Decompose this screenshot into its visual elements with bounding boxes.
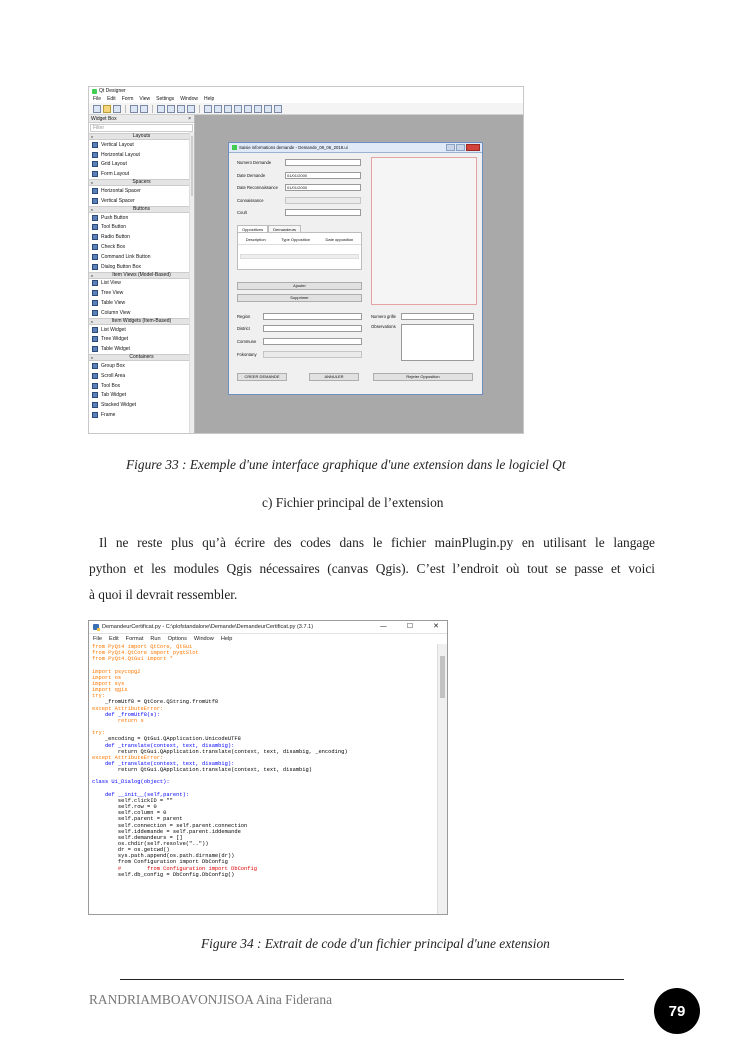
code-line: self.clickID = "" — [92, 797, 173, 804]
widget-item-label: List View — [101, 280, 121, 287]
widget-item[interactable] — [89, 288, 194, 298]
column-header[interactable]: Date opposition — [325, 237, 354, 242]
footer-rule — [120, 979, 624, 980]
widget-item[interactable] — [89, 298, 194, 308]
radio-button-icon — [92, 234, 98, 240]
code-line: dr = os.getcwd() — [92, 847, 170, 854]
category-buttons[interactable]: v Buttons — [89, 206, 194, 213]
annuler-button[interactable]: ANNULER — [309, 373, 359, 381]
paragraph-line: à quoi il devrait ressembler. — [89, 587, 238, 602]
dialog-titlebar — [229, 143, 482, 153]
edit-signals-icon[interactable] — [167, 105, 175, 113]
tree-widget-icon — [92, 336, 98, 342]
field-label: Coult — [237, 210, 247, 215]
field-label: Numero grille — [371, 314, 396, 319]
code-line: def _translate(context, text, disambig): — [92, 760, 235, 767]
idle-menubar — [89, 634, 447, 643]
creer-demande-button[interactable]: CREER DEMANDE — [237, 373, 287, 381]
paragraph-line: python et les modules Qgis nécessaires (canvas Qgis). C’est l’endroit où tout se passe et voici — [89, 561, 655, 576]
code-line: from PyQt4.QtGui import * — [92, 656, 173, 663]
code-scrollbar[interactable] — [437, 644, 447, 914]
qt-menu-settings[interactable]: Settings — [156, 96, 175, 102]
widget-item[interactable] — [89, 344, 194, 354]
toolbar-separator — [125, 105, 126, 113]
widget-item[interactable] — [89, 371, 194, 381]
widget-item-label: Tree Widget — [101, 336, 129, 343]
horizontal-layout-icon — [92, 152, 98, 158]
widget-item-label: Vertical Layout — [101, 141, 134, 148]
code-line: self.column = 0 — [92, 810, 167, 817]
oppositions-table — [237, 232, 362, 270]
field-label: Date Reconnaissance — [237, 185, 278, 190]
code-line: from PyQt4.QtCore import pyqtSlot — [92, 650, 199, 657]
tool-button-icon — [92, 224, 98, 230]
widget-item[interactable] — [89, 160, 194, 170]
widget-box-header — [89, 115, 194, 123]
ajouter-button[interactable]: Ajouter — [237, 282, 362, 290]
connaissance-select[interactable] — [285, 197, 361, 204]
widget-item[interactable] — [89, 223, 194, 233]
close-icon[interactable] — [466, 144, 480, 151]
idle-menu-window[interactable]: Window — [193, 635, 214, 642]
observations-textarea[interactable] — [401, 324, 474, 361]
tab-widget-icon — [92, 392, 98, 398]
frame-icon — [92, 412, 98, 418]
widget-item[interactable] — [89, 232, 194, 242]
table-scrollbar[interactable] — [240, 254, 359, 259]
code-line: _fromUtf8 = QtCore.QString.fromUtf8 — [92, 699, 219, 706]
code-line: except AttributeError: — [92, 754, 164, 761]
date-demande-input[interactable]: 01/01/2000 — [285, 172, 361, 179]
break-layout-icon[interactable] — [264, 105, 272, 113]
field-row — [237, 351, 362, 358]
section-heading: c) Fichier principal de l’extension — [262, 495, 444, 510]
widget-item-label: Horizontal Spacer — [101, 188, 141, 195]
field-label: Region — [237, 314, 251, 319]
qt-menu-form[interactable]: Form — [121, 96, 134, 102]
widget-item[interactable] — [89, 361, 194, 371]
widget-item[interactable] — [89, 308, 194, 318]
category-layouts[interactable]: v Layouts — [89, 133, 194, 140]
widget-item[interactable] — [89, 325, 194, 335]
toolbar-separator — [152, 105, 153, 113]
grid-layout-icon — [92, 161, 98, 167]
layout-vertical-icon[interactable] — [214, 105, 222, 113]
code-line: return QtGui.QApplication.translate(context, text, disambig) — [92, 767, 312, 774]
widget-item[interactable] — [89, 262, 194, 272]
field-row — [371, 313, 474, 320]
tab-demandeurs[interactable]: Demandeurs — [268, 225, 301, 233]
code-line: import os — [92, 674, 122, 681]
minimize-icon[interactable] — [446, 144, 455, 151]
close-icon[interactable]: ✕ — [433, 622, 439, 630]
qt-menu-edit[interactable]: Edit — [107, 96, 116, 102]
widget-item-label: Check Box — [101, 244, 126, 251]
code-line: self.demandeurs = [] — [92, 834, 183, 841]
widget-box — [89, 115, 195, 433]
dock-close-icon[interactable]: × — [188, 115, 191, 122]
field-row — [371, 324, 474, 361]
python-file-icon — [93, 624, 99, 630]
table-header — [238, 237, 361, 245]
form-dialog — [228, 142, 483, 395]
toolbar-separator — [199, 105, 200, 113]
widget-item[interactable] — [89, 140, 194, 150]
right-frame — [371, 157, 477, 305]
field-row — [237, 209, 361, 216]
edit-buddies-icon[interactable] — [177, 105, 185, 113]
widget-item-label: Form Layout — [101, 171, 130, 178]
widget-item[interactable] — [89, 381, 194, 391]
code-line: except AttributeError: — [92, 705, 164, 712]
field-row — [237, 172, 361, 179]
field-label: Date Demande — [237, 173, 266, 178]
widget-item[interactable] — [89, 213, 194, 223]
figure-33-caption: Figure 33 : Exemple d'une interface graphique d'une extension dans le logiciel Qt — [126, 457, 566, 472]
form-layout-icon — [92, 171, 98, 177]
widget-item-label: Tool Button — [101, 224, 127, 231]
vertical-layout-icon — [92, 142, 98, 148]
widget-item-label: Group Box — [101, 363, 125, 370]
open-folder-icon[interactable] — [103, 105, 111, 113]
widget-item[interactable] — [89, 335, 194, 345]
code-line: self.db_config = DbConfig.DbConfig() — [92, 871, 235, 878]
qt-toolbar — [89, 103, 523, 115]
widget-item-label: Vertical Spacer — [101, 197, 135, 204]
rejeter-opposition-button[interactable]: Rejeter Opposition — [373, 373, 473, 381]
column-header[interactable]: Description — [245, 237, 266, 242]
maximize-icon[interactable]: ☐ — [406, 622, 414, 630]
footer-author: RANDRIAMBOAVONJISOA Aina Fiderana — [89, 992, 333, 1007]
district-input[interactable] — [263, 325, 362, 332]
widget-item[interactable] — [89, 391, 194, 401]
edit-tab-order-icon[interactable] — [187, 105, 195, 113]
code-line: self.iddemande = self.parent.iddemande — [92, 828, 241, 835]
copy-icon[interactable] — [130, 105, 138, 113]
code-line: import psycopg2 — [92, 668, 141, 675]
widget-item-label: Push Button — [101, 214, 129, 221]
commune-input[interactable] — [263, 338, 362, 345]
edit-widgets-icon[interactable] — [157, 105, 165, 113]
list-view-icon — [92, 280, 98, 286]
code-line: self.connection = self.parent.connection — [92, 822, 248, 829]
idle-window-controls — [380, 622, 439, 630]
widget-item[interactable] — [89, 410, 194, 420]
layout-form-icon[interactable] — [254, 105, 262, 113]
page-number-badge: 79 — [654, 988, 700, 1034]
qt-menubar — [89, 95, 523, 103]
widget-item[interactable] — [89, 169, 194, 179]
idle-menu-format[interactable]: Format — [125, 635, 144, 642]
widget-item[interactable] — [89, 150, 194, 160]
widget-item[interactable] — [89, 242, 194, 252]
field-row — [237, 325, 362, 332]
field-label: Observations — [371, 324, 396, 329]
new-file-icon[interactable] — [93, 105, 101, 113]
widget-item-label: Horizontal Layout — [101, 151, 140, 158]
widget-box-scrollbar[interactable] — [189, 132, 194, 433]
table-view-icon — [92, 300, 98, 306]
idle-menu-options[interactable]: Options — [167, 635, 187, 642]
code-line: return s — [92, 717, 144, 724]
code-line: os.chdir(self.resolve("..")) — [92, 841, 209, 847]
body-paragraph — [89, 530, 655, 608]
table-widget-icon — [92, 346, 98, 352]
widget-item-label: Table View — [101, 300, 126, 307]
numero-grille-input[interactable] — [401, 313, 474, 320]
widget-item[interactable] — [89, 252, 194, 262]
widget-item-label: Tab Widget — [101, 392, 127, 399]
field-row — [237, 184, 361, 191]
horizontal-spacer-icon — [92, 188, 98, 194]
qt-menu-help[interactable]: Help — [203, 96, 215, 102]
idle-code-screenshot — [88, 620, 448, 915]
widget-item[interactable] — [89, 186, 194, 196]
tree-view-icon — [92, 290, 98, 296]
field-label: Fokontany — [237, 352, 257, 357]
numero-demande-input[interactable] — [285, 159, 361, 166]
idle-menu-help[interactable]: Help — [220, 635, 233, 642]
widget-item-label: Column View — [101, 309, 131, 316]
list-widget-icon — [92, 327, 98, 333]
code-line: class Ui_Dialog(object): — [92, 779, 170, 786]
widget-item-label: Tool Box — [101, 382, 121, 389]
idle-menu-run[interactable]: Run — [150, 635, 161, 642]
code-line: import sys — [92, 680, 125, 687]
paragraph-line: Il ne reste plus qu’à écrire des codes dans le fichier mainPlugin.py en utilisant le langage — [99, 535, 655, 550]
qt-menu-view[interactable]: View — [139, 96, 151, 102]
code-line: def _fromUtf8(s): — [92, 711, 160, 718]
dialog-window-controls — [446, 144, 480, 151]
coult-input[interactable] — [285, 209, 361, 216]
figure-34-caption: Figure 34 : Extrait de code d'un fichier principal d'une extension — [201, 936, 550, 951]
field-row — [237, 159, 361, 166]
idle-menu-file[interactable]: File — [93, 635, 103, 642]
widget-item[interactable] — [89, 196, 194, 206]
code-line: from Configuration import DbConfig — [92, 859, 228, 866]
code-editor[interactable] — [89, 644, 437, 914]
command-link-icon — [92, 254, 98, 260]
qt-titlebar — [89, 87, 523, 95]
group-box-icon — [92, 363, 98, 369]
supprimer-button[interactable]: Supprimer — [237, 294, 362, 302]
widget-item-label: Radio Button — [101, 234, 130, 241]
qt-app-title: Qt Designer — [99, 88, 126, 94]
code-line: _encoding = QtGui.QApplication.UnicodeUTF8 — [92, 736, 241, 743]
save-icon[interactable] — [113, 105, 121, 113]
push-button-icon — [92, 215, 98, 221]
widget-item-label: Dialog Button Box — [101, 263, 142, 270]
idle-titlebar — [89, 621, 447, 634]
field-label: Commune — [237, 339, 257, 344]
tool-box-icon — [92, 383, 98, 389]
idle-menu-edit[interactable]: Edit — [109, 635, 119, 642]
column-header[interactable]: Type Opposition — [281, 237, 311, 242]
field-label: District — [237, 326, 250, 331]
code-line: # from Configuration import DbConfig — [92, 865, 257, 872]
date-reconnaissance-input[interactable]: 01/01/2000 — [285, 184, 361, 191]
minimize-icon[interactable]: — — [379, 622, 387, 630]
dialog-button-box-icon — [92, 264, 98, 270]
qt-logo-icon — [92, 89, 97, 94]
category-item-widgets[interactable]: v Item Widgets (Item-Based) — [89, 318, 194, 325]
vertical-spacer-icon — [92, 198, 98, 204]
code-line: self.row = 0 — [92, 804, 157, 811]
field-row — [237, 313, 362, 320]
widget-item-label: Stacked Widget — [101, 402, 137, 409]
mdi-area — [195, 115, 523, 433]
code-line: from PyQt4 import QtCore, QtGui — [92, 644, 193, 650]
widget-filter-input[interactable]: Filter — [90, 124, 193, 132]
category-containers[interactable]: v Containers — [89, 354, 194, 361]
code-line: try: — [92, 693, 105, 700]
layout-grid-icon[interactable] — [244, 105, 252, 113]
code-line: sys.path.append(os.path.dirname(dr)) — [92, 853, 235, 860]
column-view-icon — [92, 310, 98, 316]
category-item-views[interactable]: v Item Views (Model-Based) — [89, 272, 194, 279]
qt-body — [89, 115, 523, 433]
region-input[interactable] — [263, 313, 362, 320]
idle-window-title: DemandeurCertificat.py - C:\plofstandalone\Demande\DemandeurCertificat.py (3.7.1) — [102, 624, 314, 630]
widget-item-label: Table Widget — [101, 346, 130, 353]
qt-menu-window[interactable]: Window — [180, 96, 198, 102]
field-row — [237, 197, 361, 204]
code-line: return QtGui.QApplication.translate(context, text, disambig, _encoding) — [92, 748, 348, 755]
qt-menu-file[interactable]: File — [93, 96, 102, 102]
scroll-area-icon — [92, 373, 98, 379]
qt-form-icon — [232, 145, 237, 150]
widget-item-label: Grid Layout — [101, 161, 127, 168]
widget-item-label: Tree View — [101, 290, 124, 297]
widget-box-title: Widget Box — [91, 115, 117, 122]
fokontany-select[interactable] — [263, 351, 362, 358]
code-line: try: — [92, 730, 105, 737]
field-label: Numero Demande — [237, 160, 272, 165]
widget-item-label: Command Link Button — [101, 253, 151, 260]
maximize-icon[interactable] — [456, 144, 465, 151]
adjust-size-icon[interactable] — [274, 105, 282, 113]
code-line: self.parent = parent — [92, 816, 183, 823]
check-box-icon — [92, 244, 98, 250]
widget-item-label: Frame — [101, 412, 116, 419]
widget-item-label: Scroll Area — [101, 372, 126, 379]
code-line: import qgis — [92, 687, 128, 694]
widget-item[interactable] — [89, 400, 194, 410]
widget-item-label: List Widget — [101, 326, 126, 333]
layout-splitter-h-icon[interactable] — [224, 105, 232, 113]
tab-oppositions[interactable]: Oppositions — [237, 225, 268, 233]
layout-splitter-v-icon[interactable] — [234, 105, 242, 113]
widget-item[interactable] — [89, 279, 194, 289]
layout-horizontal-icon[interactable] — [204, 105, 212, 113]
code-line: def __init__(self,parent): — [92, 791, 190, 798]
stacked-widget-icon — [92, 402, 98, 408]
category-spacers[interactable]: v Spacers — [89, 179, 194, 186]
code-line: def _translate(context, text, disambig): — [92, 742, 235, 749]
field-row — [237, 338, 362, 345]
dialog-title: Saisie informations demande - Demande_08_06_2018.ui — [239, 145, 348, 150]
field-label: Connaissance — [237, 198, 264, 203]
qt-designer-screenshot — [88, 86, 524, 434]
paste-icon[interactable] — [140, 105, 148, 113]
